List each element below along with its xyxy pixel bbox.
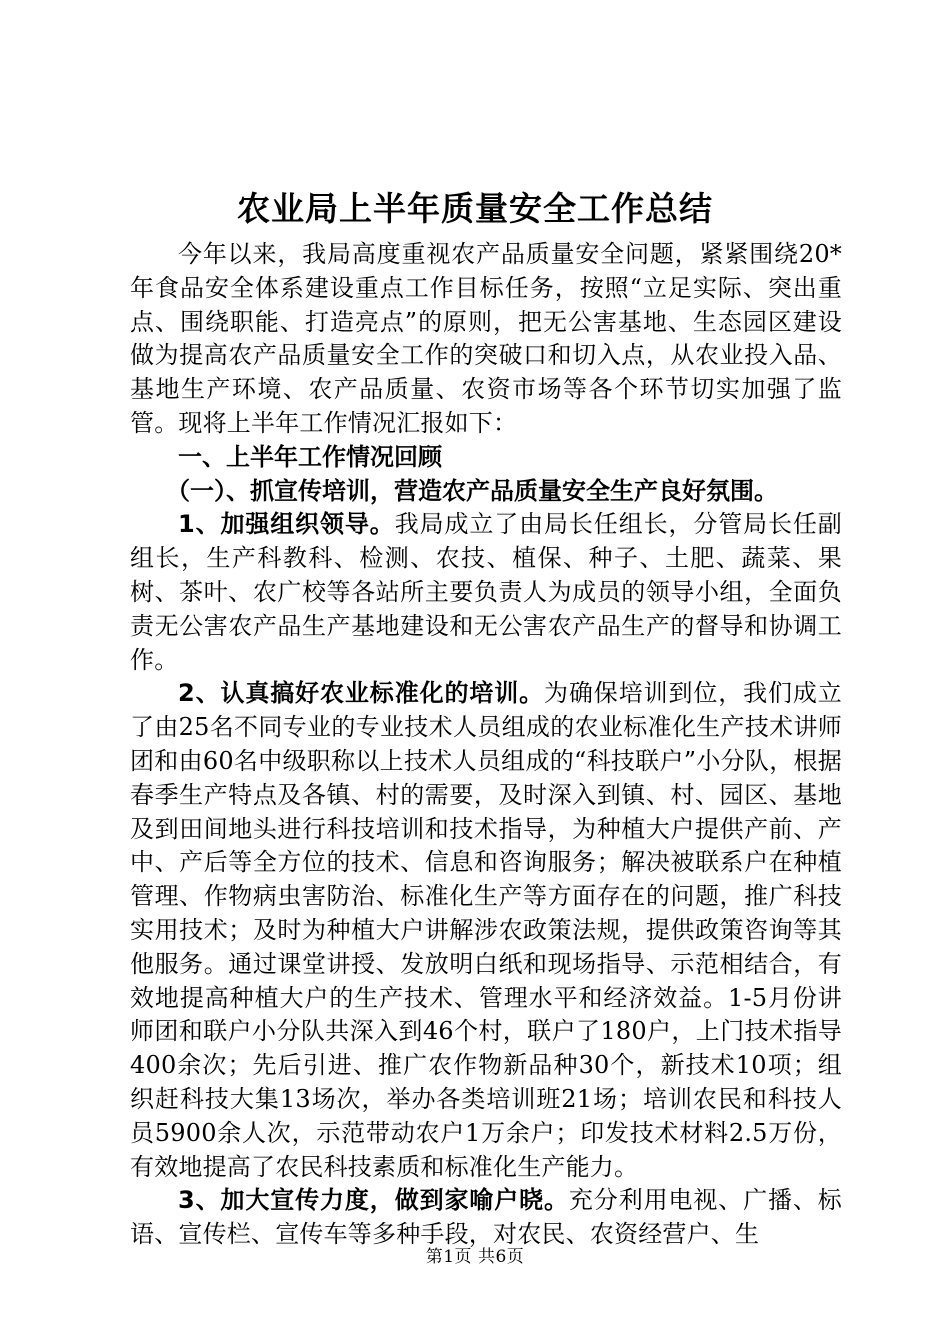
page-number-footer: 第1页 共6页 — [425, 1247, 525, 1267]
section-heading-1: 一、上半年工作情况回顾 — [178, 442, 442, 471]
document-body — [130, 238, 842, 1252]
document-title: 农业局上半年质量安全工作总结 — [237, 189, 713, 228]
item-paragraph-3 — [130, 1184, 842, 1252]
item-text-3: 充分利用电视、广播、标语、宣传栏、宣传车等多种手段，对农民、农资经营户、生 — [130, 1186, 843, 1249]
item-lead-1: 1、加强组织领导。 — [178, 510, 395, 539]
subsection-heading-1: （一）、抓宣传培训，营造农产品质量安全生产良好氛围。 — [166, 476, 778, 505]
item-lead-2: 2、认真搞好农业标准化的培训。 — [178, 679, 545, 708]
item-lead-3: 3、加大宣传力度，做到家喻户晓。 — [178, 1186, 569, 1215]
item-text-2: 为确保培训到位，我们成立了由25名不同专业的专业技术人员组成的农业标准化生产技术讲师团和由60名中级职称以上技术人员组成的“科技联户”小分队，根据春季生产特点及各镇、村的需要，及时深入到镇、村、园区、基地及到田间地头进行科技培训和技术指导，为种植大户提供产前、产中、产后等全方位的技术、信息和咨询服务；解决被联系户在种植管理、作物病虫害防治、标准化生产等方面存在的问题，推广科技实用技术；及时为种植大户讲解涉农政策法规，提供政策咨询等其他服务。通过课堂讲授、发放明白纸和现场指导、示范相结合，有效地提高种植大户的生产技术、管理水平和经济效益。1-5月份讲师团和联户小分队共深入到46个村，联户了180户，上门技术指导400余次；先后引进、推广农作物新品种30个，新技术10项；组织赶科技大集13场次，举办各类培训班21场；培训农民和科技人员5900余人次，示范带动农户1万余户；印发技术材料2.5万份，有效地提高了农民科技素质和标准化生产能力。 — [130, 679, 842, 1181]
item-paragraph-2 — [130, 677, 842, 1184]
item-paragraph-1 — [130, 508, 842, 677]
intro-paragraph: 今年以来，我局高度重视农产品质量安全问题，紧紧围绕20*年食品安全体系建设重点工作目标任务，按照“立足实际、突出重点、围绕职能、打造亮点”的原则，把无公害基地、生态园区建设做为提高农产品质量安全工作的突破口和切入点，从农业投入品、基地生产环境、农产品质量、农资市场等各个环节切实加强了监管。现将上半年工作情况汇报如下： — [130, 240, 842, 437]
item-text-1: 我局成立了由局长任组长，分管局长任副组长，生产科教科、检测、农技、植保、种子、土肥、蔬菜、果树、茶叶、农广校等各站所主要负责人为成员的领导小组，全面负责无公害农产品生产基地建设和无公害农产品生产的督导和协调工作。 — [130, 510, 842, 674]
